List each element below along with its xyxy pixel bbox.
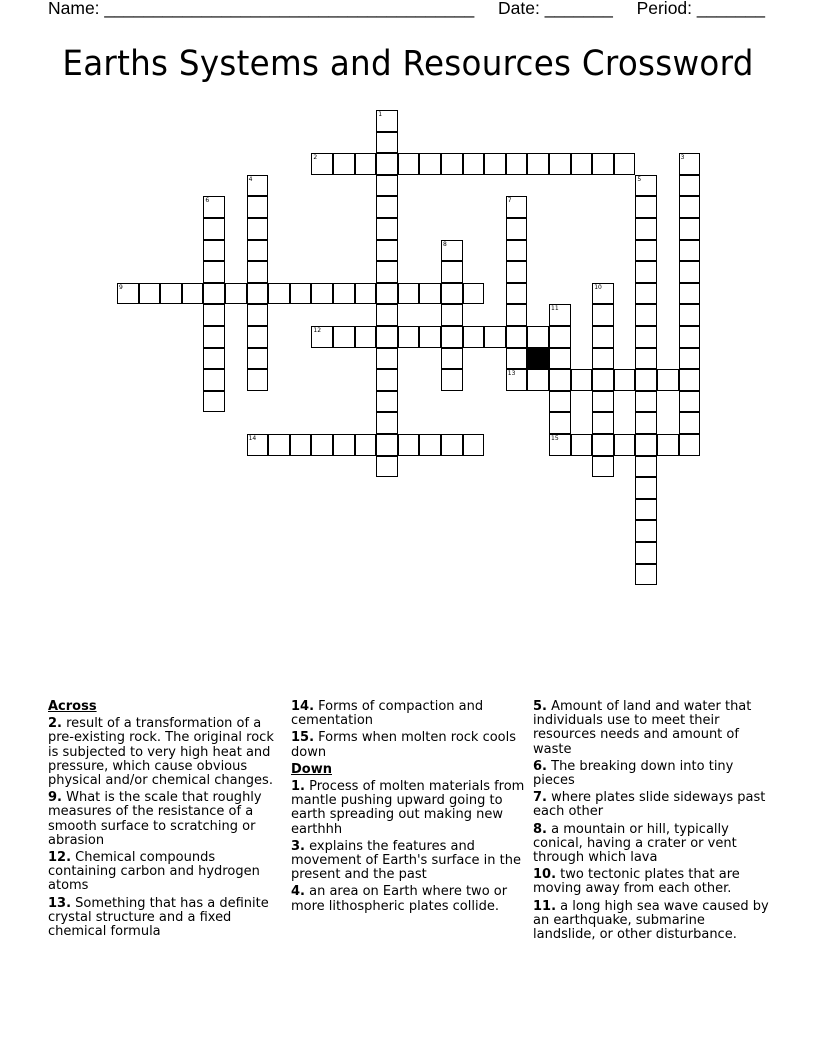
grid-cell[interactable] xyxy=(506,283,528,305)
grid-cell[interactable] xyxy=(203,283,225,305)
grid-cell[interactable] xyxy=(376,283,398,305)
grid-cell[interactable] xyxy=(592,369,614,391)
clue-number: 6. xyxy=(533,758,547,774)
grid-cell[interactable] xyxy=(333,283,355,305)
clue-text: Something that has a definite crystal structure and a fixed chemical formula xyxy=(48,895,269,940)
grid-cell[interactable] xyxy=(376,196,398,218)
grid-cell[interactable] xyxy=(376,218,398,240)
grid-cell[interactable] xyxy=(398,283,420,305)
grid-cell[interactable] xyxy=(247,261,269,283)
clues-column-1 xyxy=(48,700,284,942)
grid-cell[interactable] xyxy=(441,304,463,326)
clue-text: two tectonic plates that are moving away from each other. xyxy=(533,867,740,897)
grid-cell[interactable] xyxy=(290,434,312,456)
grid-cell[interactable] xyxy=(506,326,528,348)
grid-cell[interactable] xyxy=(635,240,657,262)
grid-cell[interactable] xyxy=(376,175,398,197)
grid-cell[interactable] xyxy=(268,283,290,305)
grid-cell[interactable] xyxy=(376,456,398,478)
grid-cell[interactable] xyxy=(441,369,463,391)
clue-number-label: 7 xyxy=(507,197,512,205)
grid-cell[interactable] xyxy=(679,175,701,197)
grid-cell[interactable] xyxy=(376,240,398,262)
clue-down-10 xyxy=(533,868,769,896)
clues-column-2 xyxy=(291,700,527,917)
grid-cell[interactable] xyxy=(203,304,225,326)
grid-cell[interactable] xyxy=(679,218,701,240)
clue-number: 15. xyxy=(291,730,315,746)
grid-cell[interactable] xyxy=(635,261,657,283)
grid-cell[interactable] xyxy=(635,304,657,326)
grid-cell[interactable] xyxy=(635,326,657,348)
grid-cell[interactable] xyxy=(635,499,657,521)
grid-cell[interactable] xyxy=(376,412,398,434)
clue-text: Amount of land and water that individuals use to meet their resources needs and amount of waste xyxy=(533,699,752,757)
grid-cell[interactable] xyxy=(614,434,636,456)
clue-down-7 xyxy=(533,791,769,819)
grid-cell[interactable] xyxy=(592,391,614,413)
grid-cell[interactable] xyxy=(355,434,377,456)
grid-cell[interactable] xyxy=(679,369,701,391)
clue-number-label: 6 xyxy=(205,197,210,205)
grid-cell[interactable] xyxy=(635,175,657,197)
grid-cell[interactable] xyxy=(441,261,463,283)
grid-cell[interactable] xyxy=(549,304,571,326)
grid-cell[interactable] xyxy=(376,348,398,370)
grid-cell[interactable] xyxy=(311,326,333,348)
grid-cell[interactable] xyxy=(549,326,571,348)
grid-cell[interactable] xyxy=(419,326,441,348)
grid-cell[interactable] xyxy=(376,153,398,175)
grid-cell[interactable] xyxy=(679,196,701,218)
grid-cell[interactable] xyxy=(203,218,225,240)
clue-number: 5. xyxy=(533,699,547,714)
clue-number: 8. xyxy=(533,821,547,837)
grid-cell[interactable] xyxy=(463,283,485,305)
grid-cell[interactable] xyxy=(592,434,614,456)
grid-cell[interactable] xyxy=(441,153,463,175)
clue-number: 11. xyxy=(533,898,557,914)
grid-cell[interactable] xyxy=(247,240,269,262)
clue-number-label: 14 xyxy=(248,435,257,442)
grid-cell[interactable] xyxy=(527,369,549,391)
across-heading: Across xyxy=(48,699,97,714)
clue-text: a mountain or hill, typically conical, having a crater or vent through which lava xyxy=(533,821,737,866)
grid-cell[interactable] xyxy=(592,348,614,370)
grid-cell[interactable] xyxy=(419,283,441,305)
grid-cell[interactable] xyxy=(635,542,657,564)
grid-cell[interactable] xyxy=(311,434,333,456)
grid-cell[interactable] xyxy=(527,153,549,175)
grid-cell[interactable] xyxy=(311,153,333,175)
grid-cell[interactable] xyxy=(290,283,312,305)
grid-cell[interactable] xyxy=(549,153,571,175)
grid-cell[interactable] xyxy=(484,326,506,348)
clue-number: 10. xyxy=(533,867,557,883)
clues-column-3 xyxy=(533,700,769,945)
grid-cell[interactable] xyxy=(463,153,485,175)
grid-cell[interactable] xyxy=(376,326,398,348)
clue-down-11 xyxy=(533,900,769,943)
clue-across-12 xyxy=(48,851,284,894)
clue-down-8 xyxy=(533,823,769,866)
grid-cell[interactable] xyxy=(635,412,657,434)
clue-number: 4. xyxy=(291,884,305,900)
grid-cell[interactable] xyxy=(247,326,269,348)
grid-cell[interactable] xyxy=(571,153,593,175)
clue-number-label: 2 xyxy=(313,154,318,162)
grid-cell[interactable] xyxy=(311,283,333,305)
clue-number: 12. xyxy=(48,850,72,866)
grid-cell[interactable] xyxy=(549,348,571,370)
grid-cell[interactable] xyxy=(679,153,701,175)
clue-number-label: 13 xyxy=(507,370,516,378)
grid-cell[interactable] xyxy=(549,391,571,413)
clue-across-13 xyxy=(48,897,284,940)
grid-cell[interactable] xyxy=(376,110,398,132)
grid-cell[interactable] xyxy=(635,477,657,499)
grid-cell[interactable] xyxy=(247,218,269,240)
clue-number-label: 12 xyxy=(313,327,322,334)
grid-cell[interactable] xyxy=(614,153,636,175)
grid-cell[interactable] xyxy=(635,564,657,586)
clue-number: 14. xyxy=(291,699,315,714)
grid-cell[interactable] xyxy=(247,196,269,218)
clue-down-5 xyxy=(533,700,769,757)
grid-cell[interactable] xyxy=(635,369,657,391)
clue-number-label: 4 xyxy=(248,175,253,183)
clue-text: a long high sea wave caused by an earthquake, submarine landslide, or other disturbance. xyxy=(533,898,769,943)
clue-text: What is the scale that roughly measures of the resistance of a smooth surface to scratching or abrasion xyxy=(48,790,262,848)
grid-cell[interactable] xyxy=(549,434,571,456)
grid-cell[interactable] xyxy=(506,240,528,262)
grid-cell[interactable] xyxy=(441,434,463,456)
clue-text: Forms when molten rock cools down xyxy=(291,730,517,760)
grid-cell[interactable] xyxy=(635,434,657,456)
grid-cell[interactable] xyxy=(355,326,377,348)
grid-cell[interactable] xyxy=(203,326,225,348)
grid-cell[interactable] xyxy=(203,196,225,218)
grid-cell[interactable] xyxy=(441,240,463,262)
grid-cell[interactable] xyxy=(376,304,398,326)
clue-number: 2. xyxy=(48,716,62,732)
grid-cell[interactable] xyxy=(657,434,679,456)
clue-across-2 xyxy=(48,717,284,788)
clue-text: Chemical compounds containing carbon and hydrogen atoms xyxy=(48,850,260,894)
grid-cell[interactable] xyxy=(635,456,657,478)
grid-cell[interactable] xyxy=(268,434,290,456)
name-field[interactable]: Name: ______________________________________ xyxy=(48,0,475,18)
grid-cell[interactable] xyxy=(549,412,571,434)
clue-across-14 xyxy=(291,700,527,728)
grid-cell[interactable] xyxy=(571,369,593,391)
black-cell xyxy=(527,348,549,370)
clue-number-label: 15 xyxy=(551,435,559,442)
clue-text: Process of molten materials from mantle pushing upward going to earth spreading out making new earthhh xyxy=(291,779,525,837)
grid-cell[interactable] xyxy=(679,434,701,456)
grid-cell[interactable] xyxy=(506,304,528,326)
grid-cell[interactable] xyxy=(679,304,701,326)
clue-down-4 xyxy=(291,885,527,913)
clue-number: 9. xyxy=(48,790,62,806)
clue-number: 1. xyxy=(291,779,305,795)
grid-cell[interactable] xyxy=(376,261,398,283)
grid-cell[interactable] xyxy=(247,304,269,326)
grid-cell[interactable] xyxy=(657,369,679,391)
grid-cell[interactable] xyxy=(441,348,463,370)
grid-cell[interactable] xyxy=(376,132,398,154)
clue-across-15 xyxy=(291,731,527,759)
grid-cell[interactable] xyxy=(203,369,225,391)
grid-cell[interactable] xyxy=(398,153,420,175)
clue-number: 13. xyxy=(48,895,72,911)
grid-cell[interactable] xyxy=(160,283,182,305)
grid-cell[interactable] xyxy=(635,391,657,413)
grid-cell[interactable] xyxy=(398,326,420,348)
grid-cell[interactable] xyxy=(635,348,657,370)
grid-cell[interactable] xyxy=(592,412,614,434)
period-field[interactable]: Period: _______ xyxy=(636,0,766,18)
clue-text: The breaking down into tiny pieces xyxy=(533,758,734,789)
grid-cell[interactable] xyxy=(333,434,355,456)
grid-cell[interactable] xyxy=(679,348,701,370)
grid-cell[interactable] xyxy=(614,369,636,391)
grid-cell[interactable] xyxy=(506,369,528,391)
grid-cell[interactable] xyxy=(247,175,269,197)
grid-cell[interactable] xyxy=(635,283,657,305)
grid-cell[interactable] xyxy=(203,261,225,283)
clue-number-label: 3 xyxy=(680,154,685,162)
page-title: Earths Systems and Resources Crossword xyxy=(62,44,754,84)
clue-number: 3. xyxy=(291,838,305,854)
grid-cell[interactable] xyxy=(247,348,269,370)
clue-number-label: 5 xyxy=(637,175,642,183)
grid-cell[interactable] xyxy=(592,283,614,305)
grid-cell[interactable] xyxy=(527,326,549,348)
clue-number-label: 10 xyxy=(594,283,602,291)
grid-cell[interactable] xyxy=(592,456,614,478)
clue-number-label: 1 xyxy=(378,111,383,118)
grid-cell[interactable] xyxy=(247,283,269,305)
grid-cell[interactable] xyxy=(376,391,398,413)
grid-cell[interactable] xyxy=(484,153,506,175)
clue-text: where plates slide sideways past each other xyxy=(533,790,766,820)
grid-cell[interactable] xyxy=(225,283,247,305)
grid-cell[interactable] xyxy=(441,283,463,305)
grid-cell[interactable] xyxy=(117,283,139,305)
clue-number-label: 9 xyxy=(119,283,123,291)
clue-number: 7. xyxy=(533,790,547,806)
grid-cell[interactable] xyxy=(463,434,485,456)
down-heading: Down xyxy=(291,761,332,777)
clue-text: result of a transformation of a pre-existing rock. The original rock is subjected to very high heat and pressure, which cause obvious physical and/or chemical changes. xyxy=(48,716,274,789)
grid-cell[interactable] xyxy=(333,326,355,348)
grid-cell[interactable] xyxy=(463,326,485,348)
grid-cell[interactable] xyxy=(419,434,441,456)
clue-down-3 xyxy=(291,840,527,883)
grid-cell[interactable] xyxy=(355,153,377,175)
grid-cell[interactable] xyxy=(247,369,269,391)
grid-cell[interactable] xyxy=(419,153,441,175)
date-field[interactable]: Date: _______ xyxy=(498,0,613,18)
grid-cell[interactable] xyxy=(203,348,225,370)
clue-number-label: 8 xyxy=(443,240,447,248)
grid-cell[interactable] xyxy=(549,369,571,391)
grid-cell[interactable] xyxy=(679,261,701,283)
grid-cell[interactable] xyxy=(506,261,528,283)
grid-cell[interactable] xyxy=(679,326,701,348)
grid-cell[interactable] xyxy=(506,153,528,175)
grid-cell[interactable] xyxy=(203,240,225,262)
grid-cell[interactable] xyxy=(247,434,269,456)
grid-cell[interactable] xyxy=(376,369,398,391)
grid-cell[interactable] xyxy=(635,196,657,218)
grid-cell[interactable] xyxy=(203,391,225,413)
grid-cell[interactable] xyxy=(592,326,614,348)
grid-cell[interactable] xyxy=(441,326,463,348)
clue-down-6 xyxy=(533,760,769,788)
grid-cell[interactable] xyxy=(679,240,701,262)
clue-across-9 xyxy=(48,791,284,848)
grid-cell[interactable] xyxy=(506,348,528,370)
grid-cell[interactable] xyxy=(182,283,204,305)
clue-text: an area on Earth where two or more lithospheric plates collide. xyxy=(291,884,508,914)
grid-cell[interactable] xyxy=(355,283,377,305)
grid-cell[interactable] xyxy=(679,412,701,434)
grid-cell[interactable] xyxy=(592,304,614,326)
grid-cell[interactable] xyxy=(139,283,161,305)
grid-cell[interactable] xyxy=(333,153,355,175)
clue-number-label: 11 xyxy=(551,305,559,313)
grid-cell[interactable] xyxy=(679,391,701,413)
grid-cell[interactable] xyxy=(376,434,398,456)
grid-cell[interactable] xyxy=(679,283,701,305)
grid-cell[interactable] xyxy=(506,218,528,240)
grid-cell[interactable] xyxy=(635,520,657,542)
grid-cell[interactable] xyxy=(571,434,593,456)
grid-cell[interactable] xyxy=(398,434,420,456)
grid-cell[interactable] xyxy=(506,196,528,218)
grid-cell[interactable] xyxy=(635,218,657,240)
grid-cell[interactable] xyxy=(592,153,614,175)
clue-text: Forms of compaction and cementation xyxy=(291,699,484,729)
clue-text: explains the features and movement of Earth's surface in the present and the past xyxy=(291,838,521,883)
clue-down-1 xyxy=(291,780,527,837)
